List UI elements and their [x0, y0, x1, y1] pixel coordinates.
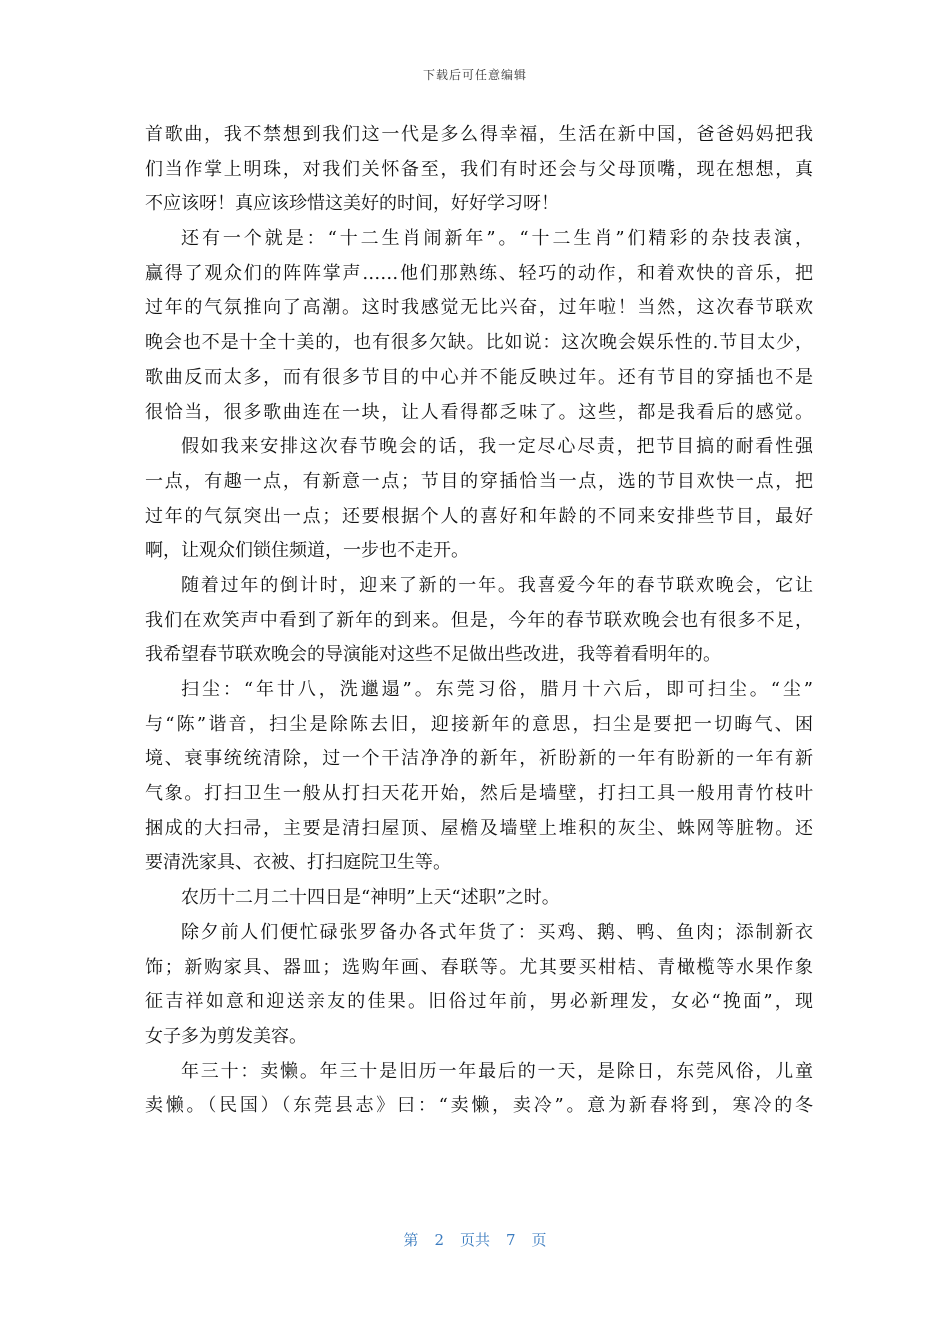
page-header: 下载后可任意编辑: [422, 68, 527, 82]
text-line: 境、衰事统统清除，过一个干洁净净的新年，祈盼新的一年有盼新的一年有新: [145, 748, 813, 770]
text-line: 们当作掌上明珠，对我们关怀备至，我们有时还会与父母顶嘴，现在想想，真: [145, 158, 813, 180]
footer-middle: 页共: [459, 1231, 490, 1249]
text-line: 假如我来安排这次春节晚会的话，我一定尽心尽责，把节目搞的耐看性强: [181, 436, 813, 458]
text-line: 我希望春节联欢晚会的导演能对这些不足做出些改进，我等着看明年的。: [145, 644, 721, 666]
text-line: 过年的气氛推向了高潮。这时我感觉无比兴奋，过年啦！当然，这次春节联欢: [145, 297, 813, 319]
text-line: 年三十：卖懒。年三十是旧历一年最后的一天，是除日，东莞风俗，儿童: [181, 1060, 813, 1082]
text-line: 征吉祥如意和迎送亲友的佳果。旧俗过年前，男必新理发，女必“挽面”，现: [145, 991, 813, 1013]
page-footer: [0, 1229, 950, 1250]
text-line: 很恰当，很多歌曲连在一块，让人看得都乏味了。这些，都是我看后的感觉。: [145, 401, 813, 423]
text-line: 首歌曲，我不禁想到我们这一代是多么得幸福，生活在新中国，爸爸妈妈把我: [145, 124, 813, 145]
footer-current-page: 2: [434, 1231, 444, 1249]
text-line: 还有一个就是：“十二生肖闹新年”。“十二生肖”们精彩的杂技表演，: [181, 228, 813, 250]
text-line: 气象。打扫卫生一般从打扫天花开始，然后是墙壁，打扫工具一般用青竹枝叶: [145, 783, 813, 805]
text-line: 饰；新购家具、器皿；选购年画、春联等。尤其要买柑桔、青橄榄等水果作象: [145, 956, 813, 978]
text-line: 不应该呀！真应该珍惜这美好的时间，好好学习呀！: [145, 193, 559, 215]
text-line: 歌曲反而太多，而有很多节目的中心并不能反映过年。还有节目的穿插也不是: [145, 366, 813, 388]
text-line: 除夕前人们便忙碌张罗备办各式年货了：买鸡、鹅、鸭、鱼肉；添制新衣: [181, 921, 813, 943]
text-line: 我们在欢笑声中看到了新年的到来。但是，今年的春节联欢晚会也有很多不足，: [145, 609, 813, 631]
text-line: 捆成的大扫帚，主要是清扫屋顶、屋檐及墙壁上堆积的灰尘、蛛网等脏物。还: [145, 817, 813, 839]
text-line: 农历十二月二十四日是“神明”上天“述职”之时。: [181, 887, 560, 909]
footer-total-pages: 7: [506, 1231, 516, 1249]
text-line: 晚会也不是十全十美的，也有很多欠缺。比如说：这次晚会娱乐性的.节目太少，: [145, 332, 813, 354]
text-line: 卖懒。（民国）（东莞县志》曰：“卖懒，卖冷”。意为新春将到，寒冷的冬: [145, 1095, 813, 1117]
footer-prefix: 第: [403, 1231, 419, 1249]
text-line: 女子多为剪发美容。: [145, 1025, 307, 1047]
text-line: 过年的气氛突出一点；还要根据个人的喜好和年龄的不同来安排些节目，最好: [145, 505, 813, 527]
text-line: 扫尘：“年廿八，洗邋遢”。东莞习俗，腊月十六后，即可扫尘。“尘”: [181, 679, 813, 700]
footer-suffix: 页: [531, 1231, 547, 1249]
document-body: [145, 118, 813, 1124]
text-line: 要清洗家具、衣被、打扫庭院卫生等。: [145, 852, 451, 874]
text-line: 一点，有趣一点，有新意一点；节目的穿插恰当一点，选的节目欢快一点，把: [145, 470, 813, 492]
text-line: 赢得了观众们的阵阵掌声……他们那熟练、轻巧的动作，和着欢快的音乐，把: [145, 262, 813, 284]
text-line: 随着过年的倒计时，迎来了新的一年。我喜爱今年的春节联欢晚会，它让: [181, 574, 813, 596]
text-line: 啊，让观众们锁住频道，一步也不走开。: [145, 540, 469, 562]
text-line: 与“陈”谐音，扫尘是除陈去旧，迎接新年的意思，扫尘是要把一切晦气、困: [145, 713, 813, 735]
